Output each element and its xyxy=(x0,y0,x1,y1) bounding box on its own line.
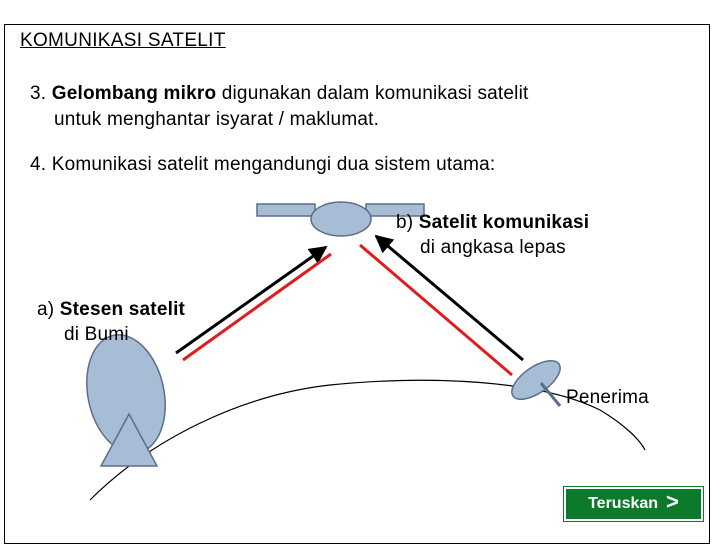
downlink-signal-right xyxy=(360,245,512,375)
next-button[interactable] xyxy=(564,487,703,521)
ground-station-dish-icon xyxy=(76,327,175,466)
station-label-line2: di Bumi xyxy=(64,324,129,345)
receiver-label: Penerima xyxy=(566,387,649,408)
point-3-bold: Gelombang mikro xyxy=(51,83,217,104)
station-label-bold: Stesen satelit xyxy=(59,299,186,320)
earth-surface-curve xyxy=(90,380,645,500)
point-3-number: 3. xyxy=(30,83,47,104)
downlink-signal-left xyxy=(183,254,331,360)
point-4: 4. Komunikasi satelit mengandungi dua sistem utama: xyxy=(30,154,496,175)
satellite-label xyxy=(396,210,589,260)
satellite-label-line2: di angkasa lepas xyxy=(420,237,566,258)
point-3-rest: digunakan dalam komunikasi satelit xyxy=(216,83,529,104)
satellite-label-bold: Satelit komunikasi xyxy=(418,212,590,233)
uplink-arrow xyxy=(176,247,326,353)
satellite-label-prefix: b) xyxy=(396,212,419,233)
station-label xyxy=(37,297,185,347)
point-3-line2: untuk menghantar isyarat / maklumat. xyxy=(54,109,380,130)
next-button-label: Teruskan xyxy=(588,495,659,512)
receiver-dish-icon xyxy=(506,353,567,406)
next-arrow-icon: > xyxy=(666,489,679,514)
slide-title: KOMUNIKASI SATELIT xyxy=(20,30,226,51)
station-label-prefix: a) xyxy=(37,299,60,320)
